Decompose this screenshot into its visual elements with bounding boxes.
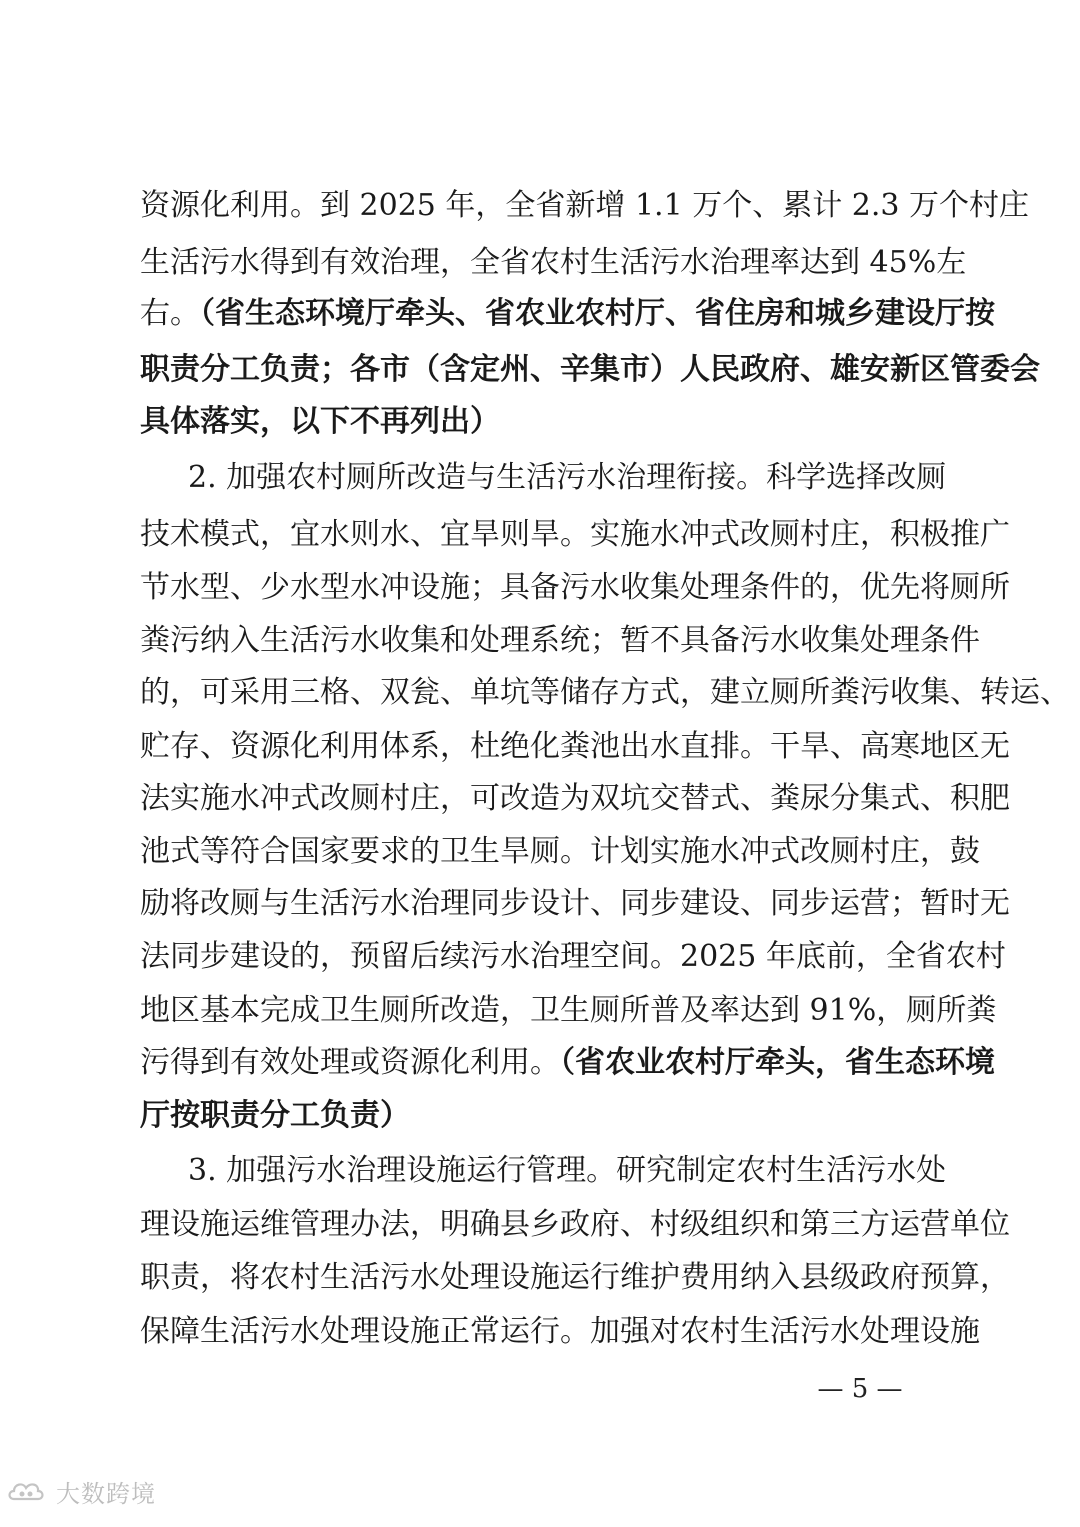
text-line — [140, 243, 967, 283]
text-line — [140, 1096, 940, 1136]
line-text-bold: 职责分工负责；各市（含定州、辛集市）人民政府、雄安新区管委会 — [140, 352, 1040, 387]
text-line — [140, 515, 1010, 555]
text-line — [140, 779, 1010, 819]
text-line — [140, 402, 940, 442]
text-line — [140, 884, 1010, 924]
line-text: 理设施运维管理办法，明确县乡政府、村级组织和第三方运营单位 — [140, 1207, 1010, 1242]
watermark-text: 大数跨境 — [56, 1479, 156, 1508]
text-line — [140, 568, 1010, 608]
page-number: — 5 — — [817, 1374, 903, 1404]
text-line — [140, 673, 1070, 713]
text-line — [140, 937, 1006, 977]
line-text: 生活污水得到有效治理，全省农村生活污水治理率达到 45%左 — [140, 245, 967, 280]
watermark — [6, 1474, 156, 1508]
text-line — [140, 1258, 1010, 1298]
line-text: 2. 加强农村厕所改造与生活污水治理衔接。科学选择改厕 — [188, 460, 947, 495]
line-text: 资源化利用。到 2025 年，全省新增 1.1 万个、累计 2.3 万个村庄 — [140, 188, 1029, 223]
text-line — [140, 294, 995, 334]
text-line — [188, 1151, 947, 1191]
text-line — [140, 1043, 995, 1083]
line-text: 粪污纳入生活污水收集和处理系统；暂不具备污水收集处理条件 — [140, 623, 980, 658]
line-text: 技术模式，宜水则水、宜旱则旱。实施水冲式改厕村庄，积极推广 — [140, 517, 1010, 552]
line-text: 的，可采用三格、双瓮、单坑等储存方式，建立厕所粪污收集、转运、 — [140, 675, 1070, 710]
line-text: 污得到有效处理或资源化利用。 — [140, 1045, 560, 1080]
line-text: 池式等符合国家要求的卫生旱厕。计划实施水冲式改厕村庄，鼓 — [140, 834, 980, 869]
text-line — [188, 458, 947, 498]
line-text: 法同步建设的，预留后续污水治理空间。2025 年底前，全省农村 — [140, 939, 1006, 974]
line-text-bold: （省农业农村厅牵头，省生态环境 — [560, 1045, 995, 1080]
line-text-bold: 厅按职责分工负责） — [140, 1098, 410, 1133]
text-line — [140, 621, 980, 661]
line-text-bold: 具体落实，以下不再列出） — [140, 404, 500, 439]
line-text: 励将改厕与生活污水治理同步设计、同步建设、同步运营；暂时无 — [140, 886, 1010, 921]
text-line — [140, 832, 980, 872]
line-text-bold: （省生态环境厅牵头、省农业农村厅、省住房和城乡建设厅按 — [200, 296, 995, 331]
text-line — [140, 727, 1010, 767]
text-line — [140, 1312, 980, 1352]
line-text: 地区基本完成卫生厕所改造，卫生厕所普及率达到 91%，厕所粪 — [140, 993, 997, 1028]
text-line — [140, 991, 997, 1031]
line-text: 保障生活污水处理设施正常运行。加强对农村生活污水处理设施 — [140, 1314, 980, 1349]
line-text: 节水型、少水型水冲设施；具备污水收集处理条件的，优先将厕所 — [140, 570, 1010, 605]
line-text: 3. 加强污水治理设施运行管理。研究制定农村生活污水处 — [188, 1153, 947, 1188]
cloud-logo-icon — [6, 1477, 50, 1505]
text-line — [140, 350, 1040, 390]
line-text: 法实施水冲式改厕村庄，可改造为双坑交替式、粪尿分集式、积肥 — [140, 781, 1010, 816]
line-text: 职责，将农村生活污水处理设施运行维护费用纳入县级政府预算， — [140, 1260, 1010, 1295]
text-line — [140, 1205, 1010, 1245]
line-text: 贮存、资源化利用体系，杜绝化粪池出水直排。干旱、高寒地区无 — [140, 729, 1010, 764]
line-text: 右。 — [140, 296, 200, 331]
text-line — [140, 186, 1029, 226]
